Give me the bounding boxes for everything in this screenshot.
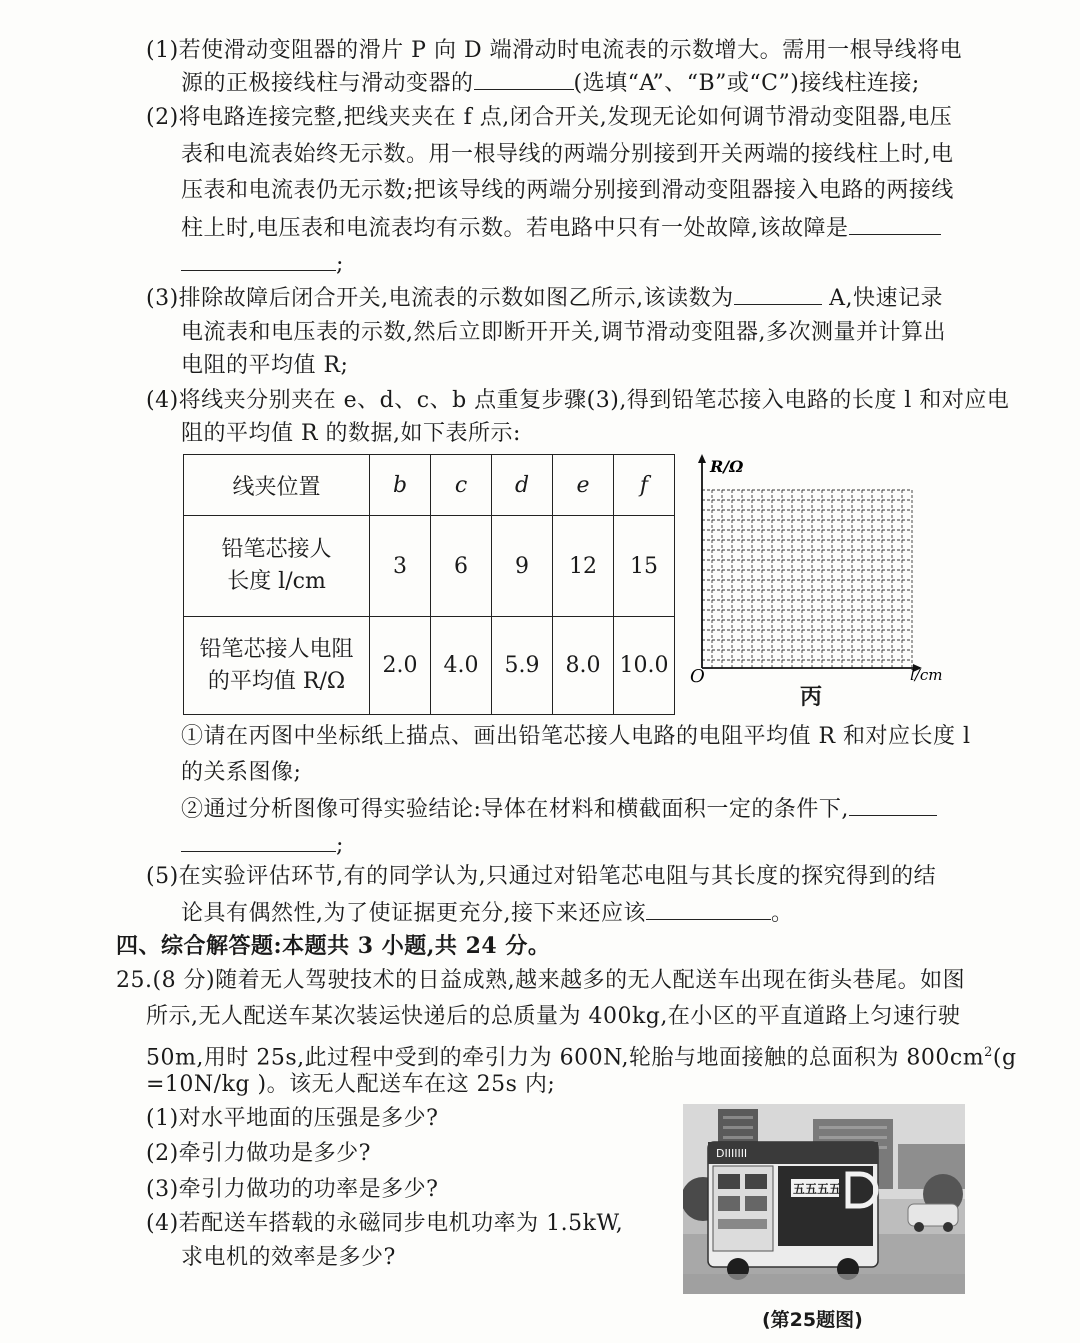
table-cell: 4.0 (431, 617, 492, 715)
table-header-length (184, 516, 370, 617)
q2-line5 (181, 248, 344, 280)
q25-line1: 25.(8 分)随着无人驾驶技术的日益成熟,越来越多的无人配送车出现在街头巷尾。如图 (116, 968, 966, 993)
figure-caption: (第25题图) (762, 1309, 863, 1331)
origin-label: O (690, 666, 705, 687)
q25-sub2: (2)牵引力做功是多少? (146, 1141, 371, 1166)
q2-line3: 压表和电流表仍无示数;把该导线的两端分别接到滑动变阻器接入电路的两接线 (181, 178, 954, 203)
graph-caption: 丙 (800, 685, 823, 710)
q2-line2: 表和电流表始终无示数。用一根导线的两端分别接到开关两端的接线柱上时,电 (181, 142, 954, 167)
q3-answer-blank[interactable] (734, 282, 822, 305)
table-cell: 2.0 (370, 617, 431, 715)
q3-line1a: (3)排除故障后闭合开关,电流表的示数如图乙所示,该读数为 (146, 286, 734, 311)
q1-line1: (1)若使滑动变阻器的滑片 P 向 D 端滑动时电流表的示数增大。需用一根导线将电 (146, 38, 963, 63)
q4-sub2-line2-text: ; (336, 833, 344, 858)
q25-line4: =10N/kg )。该无人配送车在这 25s 内; (146, 1072, 556, 1097)
table-row-lengths (184, 516, 675, 617)
q5-line2b: 。 (771, 901, 794, 926)
q25-line3 (146, 1038, 1017, 1073)
q5-line2a: 论具有偶然性,为了使证据更充分,接下来还应该 (181, 901, 646, 926)
table-cell: 12 (553, 516, 614, 617)
q4-sub2-line2 (181, 829, 344, 861)
q2-line1: (2)将电路连接完整,把线夹夹在 f 点,闭合开关,发现无论如何调节滑动变阻器,电压 (146, 105, 953, 130)
q5-line2 (181, 897, 794, 929)
table-row-resistances (184, 617, 675, 715)
truck-sign-text: 五五五五 (793, 1182, 842, 1196)
delivery-vehicle-photo (683, 1104, 965, 1294)
table-header-resistance (184, 617, 370, 715)
y-axis-label: R/Ω (710, 457, 744, 476)
table-cell: 15 (614, 516, 675, 617)
table-cell: 5.9 (492, 617, 553, 715)
q3-line1b: A,快速记录 (829, 286, 944, 311)
q25-sub3: (3)牵引力做功的功率是多少? (146, 1177, 439, 1202)
q4-sub2-line1 (181, 793, 937, 825)
length-label-2: 长度 l/cm (227, 569, 326, 594)
x-axis-label: l/cm (910, 666, 943, 684)
graph-paper[interactable] (680, 450, 960, 710)
q2-line4-text: 柱上时,电压表和电流表均有示数。若电路中只有一处故障,该故障是 (181, 216, 849, 241)
q2-answer-blank-b[interactable] (181, 248, 336, 271)
table-cell: b (370, 455, 431, 516)
table-cell: c (431, 455, 492, 516)
table-header-position: 线夹位置 (184, 455, 370, 516)
table-cell: d (492, 455, 553, 516)
graph-grid (702, 490, 912, 668)
table-cell: f (614, 455, 675, 516)
q3-line2: 电流表和电压表的示数,然后立即断开开关,调节滑动变阻器,多次测量并计算出 (181, 320, 946, 345)
q1-line2b: (选填“A”、“B”或“C”)接线柱连接; (573, 71, 920, 96)
q4-line2: 阻的平均值 R 的数据,如下表所示: (181, 421, 521, 446)
table-cell: 8.0 (553, 617, 614, 715)
q25-line2: 所示,无人配送车某次装运快递后的总质量为 400kg,在小区的平直道路上匀速行驶 (146, 1004, 961, 1029)
table-cell: 3 (370, 516, 431, 617)
q25-sub4-line1: (4)若配送车搭载的永磁同步电机功率为 1.5kW, (146, 1211, 624, 1236)
q25-line3a: 50m,用时 25s,此过程中受到的牵引力为 600N,轮胎与地面接触的总面积为 800cm (146, 1045, 985, 1071)
q2-line4 (181, 212, 941, 244)
q5-line1: (5)在实验评估环节,有的同学认为,只通过对铅笔芯电阻与其长度的探究得到的结 (146, 864, 937, 889)
q2-line5-text: ; (336, 252, 344, 277)
q5-answer-blank[interactable] (646, 897, 771, 920)
q2-answer-blank-a[interactable] (849, 212, 941, 235)
truck-top-text: DIIIIIII (716, 1147, 748, 1160)
q25-sub4-line2: 求电机的效率是多少? (181, 1245, 396, 1270)
table-cell: 10.0 (614, 617, 675, 715)
section4-title: 四、综合解答题:本题共 3 小题,共 24 分。 (116, 933, 551, 959)
q1-line2 (181, 67, 920, 99)
q3-line1 (146, 282, 943, 314)
q4-sub2-text: ②通过分析图像可得实验结论:导体在材料和横截面积一定的条件下, (181, 797, 849, 822)
table-cell: 6 (431, 516, 492, 617)
q25-sub1: (1)对水平地面的压强是多少? (146, 1106, 439, 1131)
q1-line2a: 源的正极接线柱与滑动变器的 (181, 71, 474, 96)
q1-answer-blank[interactable] (474, 67, 574, 90)
q4-line1: (4)将线夹分别夹在 e、d、c、b 点重复步骤(3),得到铅笔芯接入电路的长度 l 和对应电 (146, 388, 1010, 413)
q4-sub1-line1: ①请在丙图中坐标纸上描点、画出铅笔芯接人电路的电阻平均值 R 和对应长度 l (181, 724, 971, 749)
resist-label-1: 铅笔芯接人电阻 (199, 636, 354, 662)
table-cell: 9 (492, 516, 553, 617)
data-table (183, 454, 675, 715)
resist-label-2: 的平均值 R/Ω (207, 668, 346, 694)
length-label-1: 铅笔芯接人 (221, 537, 332, 562)
y-axis-arrow-icon (698, 454, 706, 463)
q25-line3b: (g (992, 1045, 1017, 1071)
q3-line3: 电阻的平均值 R; (181, 353, 349, 378)
table-row-positions (184, 455, 675, 516)
q4-answer-blank-a[interactable] (849, 793, 937, 816)
q4-answer-blank-b[interactable] (181, 829, 336, 852)
q25-superscript: 2 (984, 1045, 993, 1060)
q4-sub1-line2: 的关系图像; (181, 760, 302, 785)
table-cell: e (553, 455, 614, 516)
